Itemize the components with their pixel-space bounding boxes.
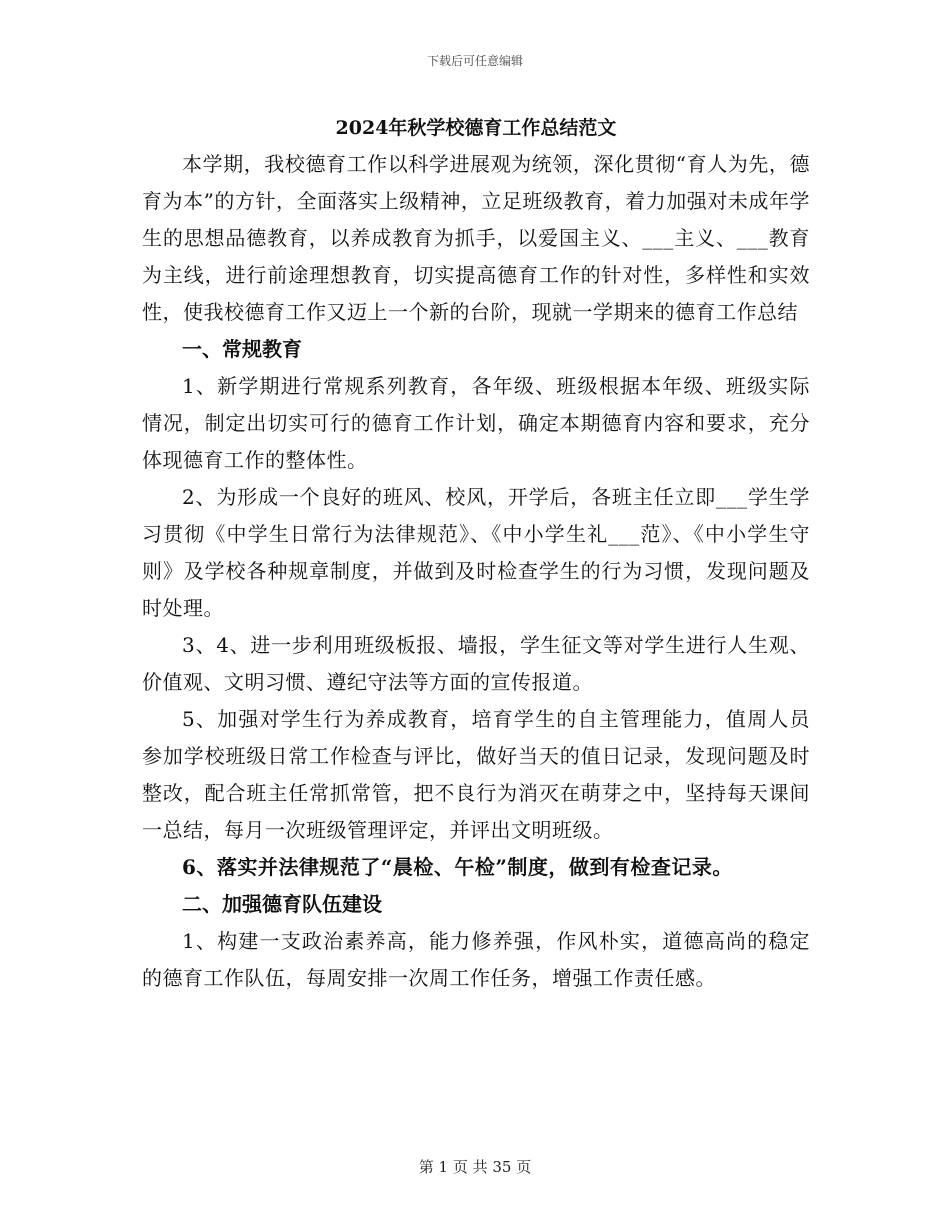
document-title: 2024年秋学校德育工作总结范文: [335, 117, 617, 139]
section-heading-team-building: 二、加强德育队伍建设: [182, 892, 382, 916]
section-heading-routine-education: 一、常规教育: [182, 337, 302, 361]
paragraph-item-5: 5、加强对学生行为养成教育，培育学生的自主管理能力，值周人员参加学校班级日常工作检查与评比，做好当天的值日记录，发现问题及时整改，配合班主任常抓常管，把不良行为消灭在萌芽之中，坚持每天课间一总结，每月一次班级管理评定，并评出文明班级。: [142, 707, 810, 842]
document-body: [142, 112, 810, 997]
paragraph-item-1: 1、新学期进行常规系列教育，各年级、班级根据本年级、班级实际情况，制定出切实可行的德育工作计划，确定本期德育内容和要求，充分体现德育工作的整体性。: [142, 374, 810, 472]
paragraph-item-3-4: 3、4、进一步利用班级板报、墙报，学生征文等对学生进行人生观、价值观、文明习惯、遵纪守法等方面的宣传报道。: [142, 633, 810, 694]
paragraph-team-item-1: 1、构建一支政治素养高，能力修养强，作风朴实，道德高尚的稳定的德育工作队伍，每周安排一次周工作任务，增强工作责任感。: [142, 929, 810, 990]
intro-paragraph: 本学期，我校德育工作以科学进展观为统领，深化贯彻“育人为先，德育为本”的方针，全面落实上级精神，立足班级教育，着力加强对未成年学生的思想品德教育，以养成教育为抓手，以爱国主义、___主义、___教育为主线，进行前途理想教育，切实提高德育工作的针对性，多样性和实效性，使我校德育工作又迈上一个新的台阶，现就一学期来的德育工作总结: [142, 152, 810, 324]
paragraph-item-6: 6、落实并法律规范了“晨检、午检”制度，做到有检查记录。: [182, 855, 733, 879]
page-header: 下载后可任意编辑: [426, 54, 523, 68]
page-number: 第 1 页 共 35 页: [418, 1158, 532, 1176]
paragraph-item-2: 2、为形成一个良好的班风、校风，开学后，各班主任立即___学生学习贯彻《中学生日常行为法律规范》、《中小学生礼___范》、《中小学生守则》及学校各种规章制度，并做到及时检查学生的行为习惯，发现问题及时处理。: [142, 485, 810, 620]
